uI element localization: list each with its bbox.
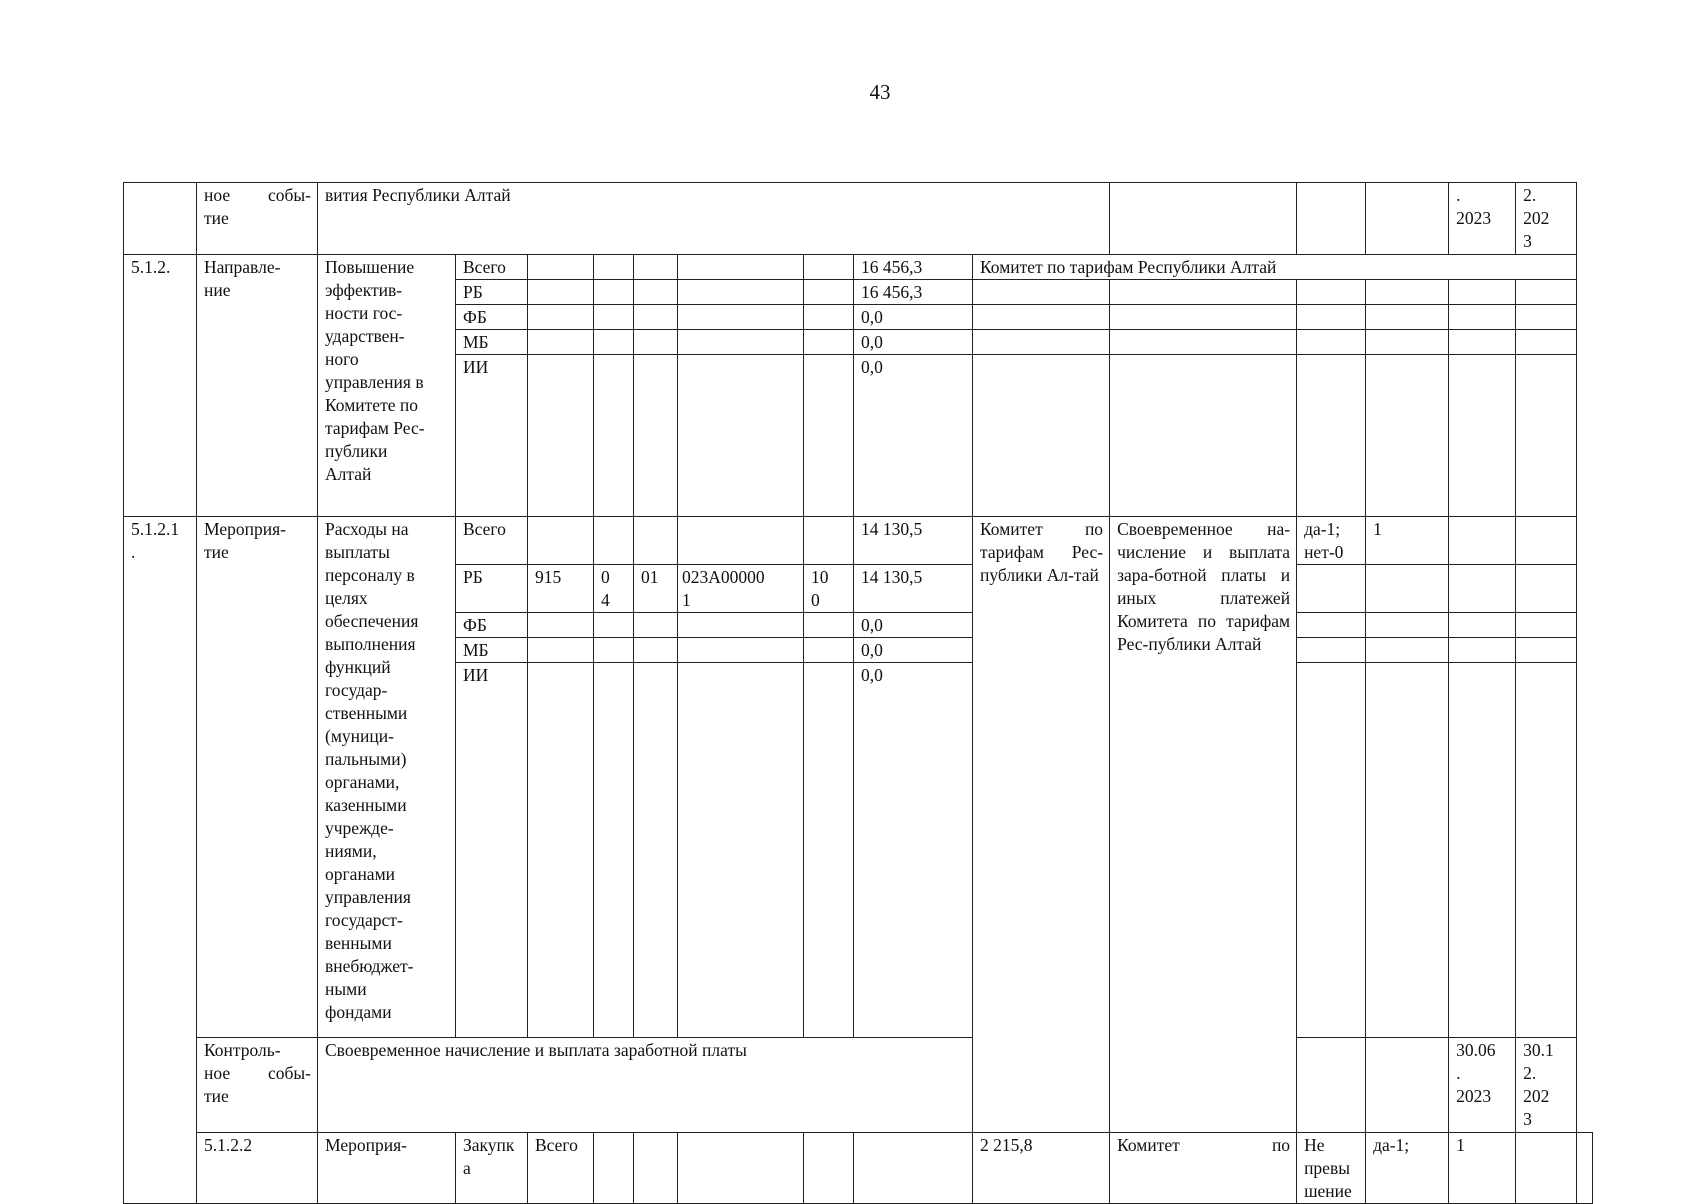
cell-csr: 023А00000 1 [678,565,804,613]
cell-vr: 10 0 [804,565,854,613]
cell-amount: 0,0 [854,638,973,663]
cell-type: Контроль- ное собы- тие [197,1038,318,1133]
cell-result: Не превышение [1297,1133,1366,1204]
cell-amount: 14 130,5 [854,565,973,613]
cell-end-date: 2. 202 3 [1516,183,1577,255]
cell-source: Всего [528,1133,594,1204]
cell-num: 5.1.2.1 . [124,517,197,1204]
cell-source: Всего [456,255,528,280]
cell-num [124,183,197,255]
cell-amount: 0,0 [854,355,973,517]
cell-amount: 0,0 [854,305,973,330]
cell-indicator: да-1; [1366,1133,1449,1204]
cell-name: вития Республики Алтай [318,183,1110,255]
cell-num: 5.1.2. [124,255,197,517]
cell-source: МБ [456,330,528,355]
cell-amount: 2 215,8 [973,1133,1110,1204]
cell-type: ное собы- тие [197,183,318,255]
cell-pr: 01 [634,565,678,613]
table-row [124,255,1593,280]
cell-name: Повышение эффектив- ности гос- ударствен- ного управления в Комитете по тарифам Рес- публики Алтай [318,255,456,517]
cell-source: ФБ [456,305,528,330]
cell-end-date: 30.1 2. 202 3 [1516,1038,1577,1133]
cell-executor: Комитет по тарифам Рес-публики Ал-тай [973,517,1110,1133]
cell-num: 5.1.2.2 [197,1133,318,1204]
cell-rz: 0 4 [594,565,634,613]
cell-amount: 14 130,5 [854,517,973,565]
cell-result [1110,183,1297,255]
cell-start-date: 30.06 . 2023 [1449,1038,1516,1133]
cell-amount: 0,0 [854,330,973,355]
table-row [124,1038,1593,1133]
cell-amount: 0,0 [854,663,973,1038]
cell-result: Своевременное на-числение и выплата зара-ботной платы и иных платежей Комитета по тарифам Рес-публики Алтай [1110,517,1297,1133]
cell-source: РБ [456,565,528,613]
cell-name: Расходы на выплаты персоналу в целях обеспечения выполнения функций государ- ственными (муници- пальными) органами, казенными учрежде- ниями, органами управления государст- венными внебюджет- ными фондами [318,517,456,1038]
table-row [124,183,1593,255]
cell-grbs: 915 [528,565,594,613]
cell-source: Всего [456,517,528,565]
cell-source: РБ [456,280,528,305]
cell-source: ИИ [456,663,528,1038]
cell-start-date: . 2023 [1449,183,1516,255]
cell-indicator [1297,183,1366,255]
cell-executor: Комитет по [1110,1133,1297,1204]
table-row [124,1133,1593,1204]
cell-type: Мероприя- тие [197,517,318,1038]
cell-source: МБ [456,638,528,663]
cell-value: 1 [1449,1133,1516,1204]
page-number: 43 [869,80,891,104]
cell-source: ИИ [456,355,528,517]
cell-value: 1 [1366,517,1449,565]
program-table [123,182,1593,1204]
cell-amount: 16 456,3 [854,255,973,280]
cell-value [1366,183,1449,255]
cell-name: Своевременное начисление и выплата заработной платы [318,1038,973,1133]
cell-type: Направле- ние [197,255,318,517]
cell-type: Мероприя- [318,1133,456,1204]
cell-amount: 0,0 [854,613,973,638]
table-row [124,517,1593,565]
cell-name: Закупка [456,1133,528,1204]
cell-executor: Комитет по тарифам Республики Алтай [973,255,1577,280]
cell-amount: 16 456,3 [854,280,973,305]
cell-indicator: да-1; нет-0 [1297,517,1366,565]
cell-source: ФБ [456,613,528,638]
